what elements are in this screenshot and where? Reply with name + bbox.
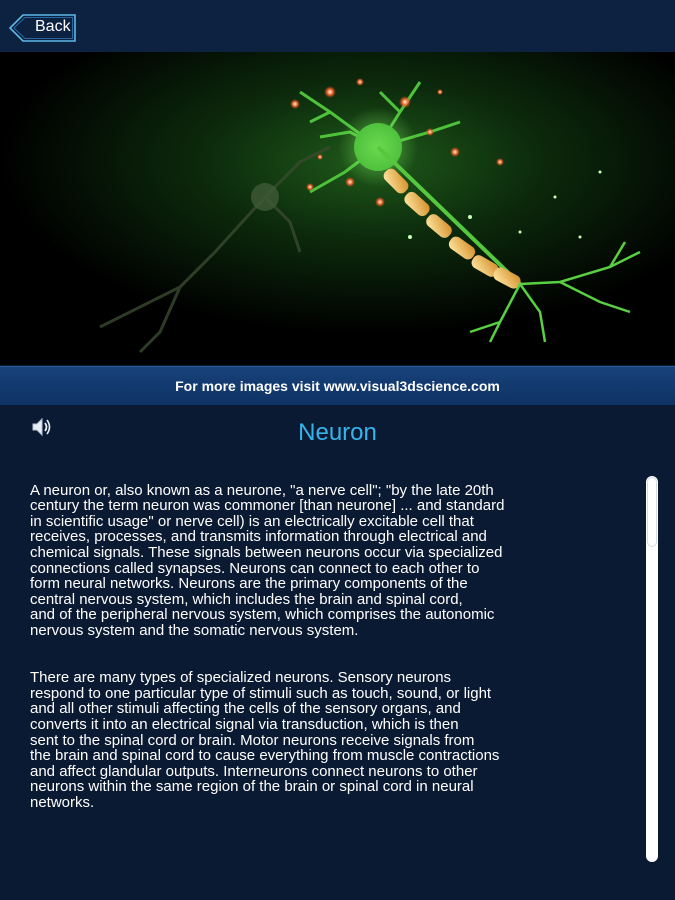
article-panel [0,405,675,900]
top-bar [0,0,675,52]
neuron-image [0,52,675,365]
scrollbar[interactable] [646,476,658,862]
website-banner[interactable] [0,366,675,405]
back-button[interactable] [9,14,77,42]
page-title: Neuron [298,419,377,446]
paragraph: There are many types of specialized neurons. Sensory neurons respond to one particular type of stimuli such as touch, sound, or light and all other stimuli affecting the cells of the sensory organs, and converts it into an electrical signal via transduction, which is then sent to the spinal cord or brain. Motor neurons receive signals from the brain and spinal cord to cause everything from muscle contractions and affect glandular outputs. Interneurons connect neurons to other neurons within the same region of the brain or spinal cord in neural networks. [30,669,500,811]
paragraph: A neuron or, also known as a neurone, "a nerve cell"; "by the late 20th century the term neuron was commoner [than neurone] ... and standard in scientific usage" or nerve cell) is an electrically excitable cell that receives, processes, and transmits information through electrical and chemical signals. These signals between neurons occur via specialized connections called synapses. Neurons can connect to each other to form neural networks. Neurons are the primary components of the central nervous system, which includes the brain and spinal cord, and of the peripheral nervous system, which comprises the autonomic nervous system and the somatic nervous system. [30,481,505,639]
scrollbar-thumb[interactable] [647,477,657,547]
article-body [30,467,642,842]
back-label: Back [35,18,71,35]
banner-text[interactable]: For more images visit www.visual3dscience.com [175,378,500,394]
